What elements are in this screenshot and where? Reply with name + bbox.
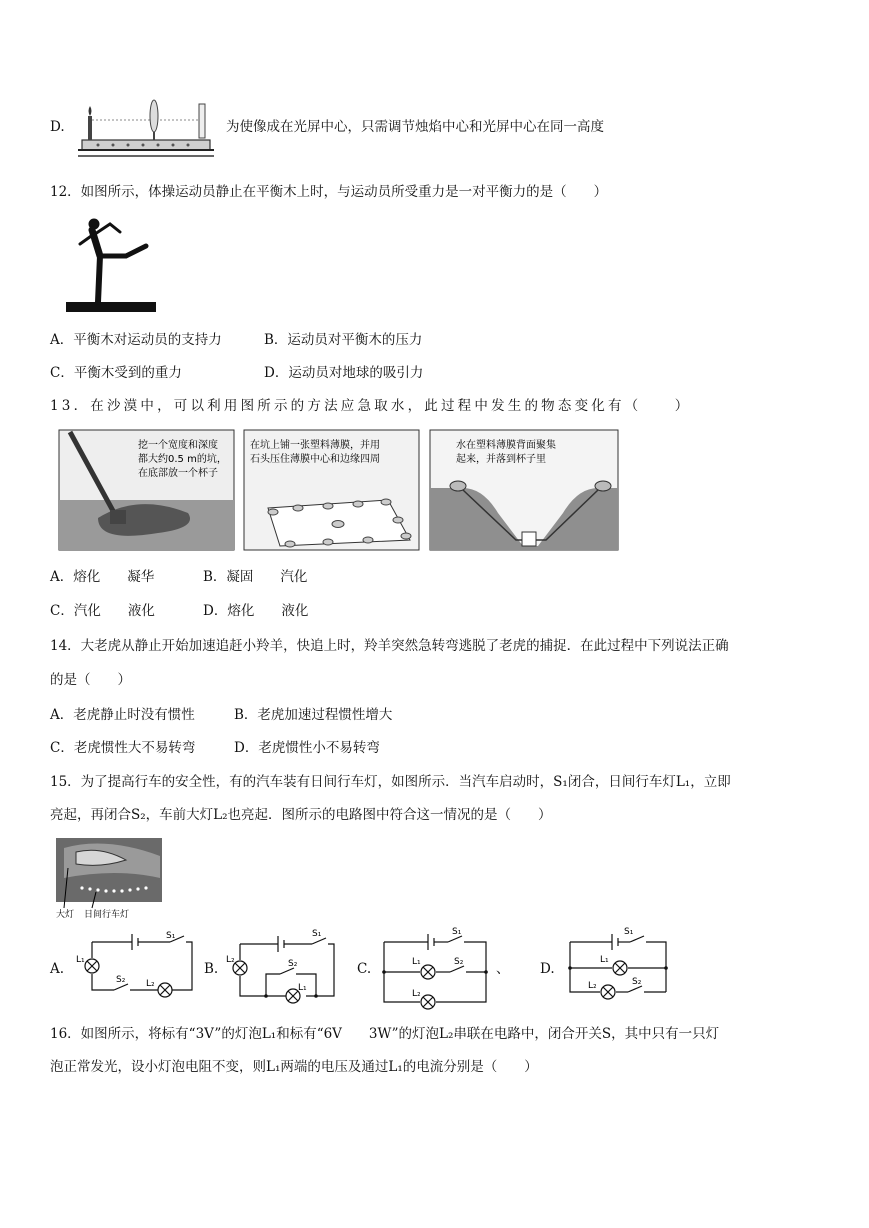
circuit-a-s2: S₂ [116, 975, 126, 985]
circuit-b-s2: S₂ [288, 959, 298, 969]
q14-option-d: D．老虎惯性小不易转弯 [234, 740, 380, 756]
circuit-c-l1: L₁ [412, 957, 421, 967]
circuit-d-l1: L₁ [600, 955, 609, 965]
circuit-c-s1: S₁ [452, 927, 462, 937]
q15-option-a-label: A. [50, 961, 65, 977]
desert-water-figure [58, 428, 620, 552]
circuit-b [226, 922, 348, 1006]
q15-separator: 、 [496, 961, 510, 977]
optical-bench-figure [78, 94, 218, 164]
q12-option-c: C．平衡木受到的重力 [50, 365, 182, 381]
panel1-line1: 挖一个宽度和深度 [138, 440, 218, 451]
circuit-b-l1: L₁ [298, 983, 307, 993]
q14-option-a: A．老虎静止时没有惯性 [50, 707, 195, 723]
q11-d-text: 为使像成在光屏中心，只需调节烛焰中心和光屏中心在同一高度 [226, 119, 604, 135]
q15-stem-line2: 亮起，再闭合S₂，车前大灯L₂也亮起．图所示的电路图中符合这一情况的是（ ） [50, 807, 552, 823]
q13-option-b: B．凝固 汽化 [203, 569, 308, 585]
q16-stem-line2: 泡正常发光，设小灯泡电阻不变，则L₁两端的电压及通过L₁的电流分别是（ ） [50, 1059, 538, 1075]
q13-option-d: D．熔化 液化 [203, 603, 309, 619]
circuit-c-s2: S₂ [454, 957, 464, 967]
q12-stem: 12．如图所示，体操运动员静止在平衡木上时，与运动员所受重力是一对平衡力的是（ ） [50, 184, 608, 200]
panel3-line1: 水在塑料薄膜背面聚集 [456, 440, 556, 451]
q14-stem-line2: 的是（ ） [50, 672, 131, 688]
circuit-a-s1: S₁ [166, 931, 176, 941]
photo-caption-headlight: 大灯 [56, 910, 75, 920]
q14-stem-line1: 14．大老虎从静止开始加速追赶小羚羊，快追上时，羚羊突然急转弯逃脱了老虎的捕捉．在此过程中下列说法正确 [50, 638, 729, 654]
panel3-line2: 起来，并落到杯子里 [456, 454, 546, 465]
circuit-c [378, 926, 496, 1010]
q13-option-a: A．熔化 凝华 [50, 569, 155, 585]
q12-option-b: B．运动员对平衡木的压力 [264, 332, 423, 348]
q15-option-c-label: C. [357, 961, 372, 977]
circuit-d-l2: L₂ [588, 981, 597, 991]
circuit-b-s1: S₁ [312, 929, 322, 939]
q15-option-d-label: D. [540, 961, 555, 977]
q13-stem: 13．在沙漠中，可以利用图所示的方法应急取水，此过程中发生的物态变化有（ ） [50, 398, 692, 414]
circuit-d [564, 926, 674, 1010]
panel1-line2: 都大约0.5 m的坑， [138, 454, 227, 465]
panel2-line1: 在坑上铺一张塑料薄膜，并用 [250, 440, 380, 451]
photo-caption-drl: 日间行车灯 [84, 910, 130, 920]
circuit-d-s2: S₂ [632, 977, 642, 987]
q12-option-a: A．平衡木对运动员的支持力 [50, 332, 222, 348]
q15-option-b-label: B. [204, 961, 219, 977]
q16-stem-line1: 16．如图所示，将标有“3V”的灯泡L₁和标有“6V 3W”的灯泡L₂串联在电路中，闭合开关S，其中只有一只灯 [50, 1026, 720, 1042]
q14-option-b: B．老虎加速过程惯性增大 [234, 707, 393, 723]
circuit-a-l2: L₂ [146, 979, 155, 989]
circuit-a-l1: L₁ [76, 955, 85, 965]
q11-d-label: D. [50, 119, 65, 135]
q15-stem-line1: 15．为了提高行车的安全性，有的汽车装有日间行车灯，如图所示．当汽车启动时，S₁闭合，日间行车灯L₁，立即 [50, 774, 731, 790]
circuit-c-l2: L₂ [412, 989, 421, 999]
q14-option-c: C．老虎惯性大不易转弯 [50, 740, 196, 756]
circuit-a [74, 928, 200, 1004]
gymnast-figure [66, 216, 158, 316]
circuit-d-s1: S₁ [624, 927, 634, 937]
q13-option-c: C．汽化 液化 [50, 603, 155, 619]
car-headlight-photo [56, 838, 168, 920]
q12-option-d: D．运动员对地球的吸引力 [264, 365, 424, 381]
circuit-b-l2: L₂ [226, 955, 235, 965]
panel1-line3: 在底部放一个杯子 [138, 468, 218, 479]
panel2-line2: 石头压住薄膜中心和边缘四周 [250, 454, 380, 465]
